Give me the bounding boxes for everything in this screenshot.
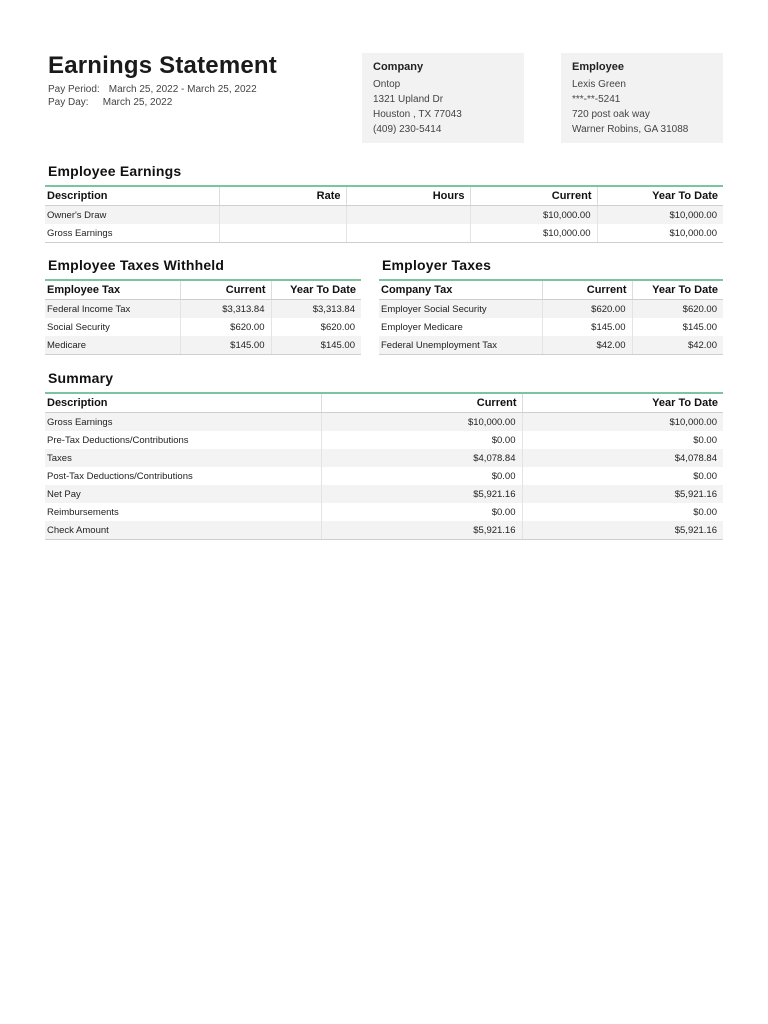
cell-current: $5,921.16	[321, 485, 522, 503]
table-row	[45, 467, 723, 485]
cell-current: $10,000.00	[321, 413, 522, 432]
table-row	[45, 413, 723, 432]
cell-current: $42.00	[542, 336, 632, 355]
cell-description: Gross Earnings	[45, 224, 219, 243]
summary-table	[45, 392, 723, 540]
table-row	[379, 318, 723, 336]
pay-period-label: Pay Period:	[48, 84, 100, 95]
table-row	[45, 449, 723, 467]
col-current: Current	[470, 186, 597, 206]
cell-description: Pre-Tax Deductions/Contributions	[47, 434, 189, 446]
cell-ytd: $10,000.00	[597, 206, 723, 225]
cell-current: $10,000.00	[470, 206, 597, 225]
pay-day-value: March 25, 2022	[102, 97, 173, 108]
cell-current: $0.00	[321, 467, 522, 485]
pay-day-label: Pay Day:	[48, 97, 89, 108]
col-current: Current	[321, 393, 522, 413]
cell-ytd: $10,000.00	[522, 413, 723, 432]
col-employee-tax: Employee Tax	[45, 280, 180, 300]
employer-taxes-table	[379, 279, 723, 355]
company-info-box	[362, 53, 524, 143]
employee-taxes-section-title: Employee Taxes Withheld	[48, 257, 225, 273]
cell-tax-name: Employer Medicare	[381, 321, 463, 333]
cell-current: $4,078.84	[321, 449, 522, 467]
table-row	[45, 521, 723, 540]
employee-info-box	[561, 53, 723, 143]
table-row	[379, 336, 723, 355]
cell-hours	[346, 206, 470, 225]
cell-description: Post-Tax Deductions/Contributions	[47, 470, 193, 482]
table-row	[45, 318, 361, 336]
company-name: Ontop	[373, 79, 401, 90]
cell-ytd: $145.00	[632, 318, 723, 336]
cell-ytd: $620.00	[271, 318, 361, 336]
employee-heading: Employee	[572, 61, 624, 73]
table-row	[45, 300, 361, 319]
employee-name: Lexis Green	[572, 79, 626, 90]
col-description: Description	[45, 393, 321, 413]
cell-ytd: $0.00	[522, 431, 723, 449]
table-row	[45, 485, 723, 503]
cell-ytd: $0.00	[522, 467, 723, 485]
table-row	[45, 431, 723, 449]
col-description: Description	[45, 186, 219, 206]
col-rate: Rate	[219, 186, 346, 206]
cell-current: $620.00	[180, 318, 271, 336]
cell-hours	[346, 224, 470, 243]
col-current: Current	[542, 280, 632, 300]
employer-taxes-section-title: Employer Taxes	[382, 257, 492, 273]
cell-ytd: $145.00	[271, 336, 361, 355]
table-row	[45, 206, 723, 225]
company-street: 1321 Upland Dr	[373, 94, 444, 105]
cell-description: Gross Earnings	[45, 413, 321, 432]
col-company-tax: Company Tax	[379, 280, 542, 300]
cell-tax-name: Federal Income Tax	[45, 300, 180, 319]
pay-period	[48, 84, 257, 95]
employee-city: Warner Robins, GA 31088	[572, 124, 689, 135]
table-row	[45, 503, 723, 521]
cell-ytd: $10,000.00	[597, 224, 723, 243]
cell-current: $0.00	[321, 503, 522, 521]
company-phone: (409) 230-5414	[373, 124, 442, 135]
cell-description: Owner's Draw	[45, 206, 219, 225]
employee-street: 720 post oak way	[572, 109, 650, 120]
cell-description: Taxes	[45, 449, 321, 467]
table-row	[379, 300, 723, 319]
earnings-section-title: Employee Earnings	[48, 163, 182, 179]
cell-ytd: $0.00	[522, 503, 723, 521]
employee-taxes-table	[45, 279, 361, 355]
company-heading: Company	[373, 61, 424, 73]
col-ytd: Year To Date	[522, 393, 723, 413]
cell-current: $145.00	[542, 318, 632, 336]
cell-ytd: $620.00	[632, 300, 723, 319]
cell-tax-name: Federal Unemployment Tax	[379, 336, 542, 355]
table-row	[45, 336, 361, 355]
col-hours: Hours	[346, 186, 470, 206]
page-title: Earnings Statement	[48, 52, 277, 79]
cell-current: $3,313.84	[180, 300, 271, 319]
summary-section-title: Summary	[48, 370, 114, 386]
cell-description: Reimbursements	[47, 506, 119, 518]
cell-ytd: $3,313.84	[271, 300, 361, 319]
cell-description: Net Pay	[45, 485, 321, 503]
cell-ytd: $4,078.84	[522, 449, 723, 467]
cell-rate	[219, 224, 346, 243]
cell-ytd: $5,921.16	[522, 521, 723, 540]
cell-current: $0.00	[321, 431, 522, 449]
cell-ytd: $42.00	[632, 336, 723, 355]
cell-description: Check Amount	[45, 521, 321, 540]
cell-current: $620.00	[542, 300, 632, 319]
cell-tax-name: Employer Social Security	[379, 300, 542, 319]
pay-period-value: March 25, 2022 - March 25, 2022	[108, 84, 257, 95]
cell-current: $10,000.00	[470, 224, 597, 243]
company-city: Houston , TX 77043	[373, 109, 462, 120]
table-row	[45, 224, 723, 243]
pay-day	[48, 97, 172, 108]
col-ytd: Year To Date	[597, 186, 723, 206]
earnings-table	[45, 185, 723, 243]
col-ytd: Year To Date	[271, 280, 361, 300]
employee-ssn: ***-**-5241	[572, 94, 621, 105]
cell-rate	[219, 206, 346, 225]
cell-ytd: $5,921.16	[522, 485, 723, 503]
cell-current: $5,921.16	[321, 521, 522, 540]
col-current: Current	[180, 280, 271, 300]
cell-current: $145.00	[180, 336, 271, 355]
cell-tax-name: Medicare	[45, 336, 180, 355]
col-ytd: Year To Date	[632, 280, 723, 300]
cell-tax-name: Social Security	[47, 321, 110, 333]
